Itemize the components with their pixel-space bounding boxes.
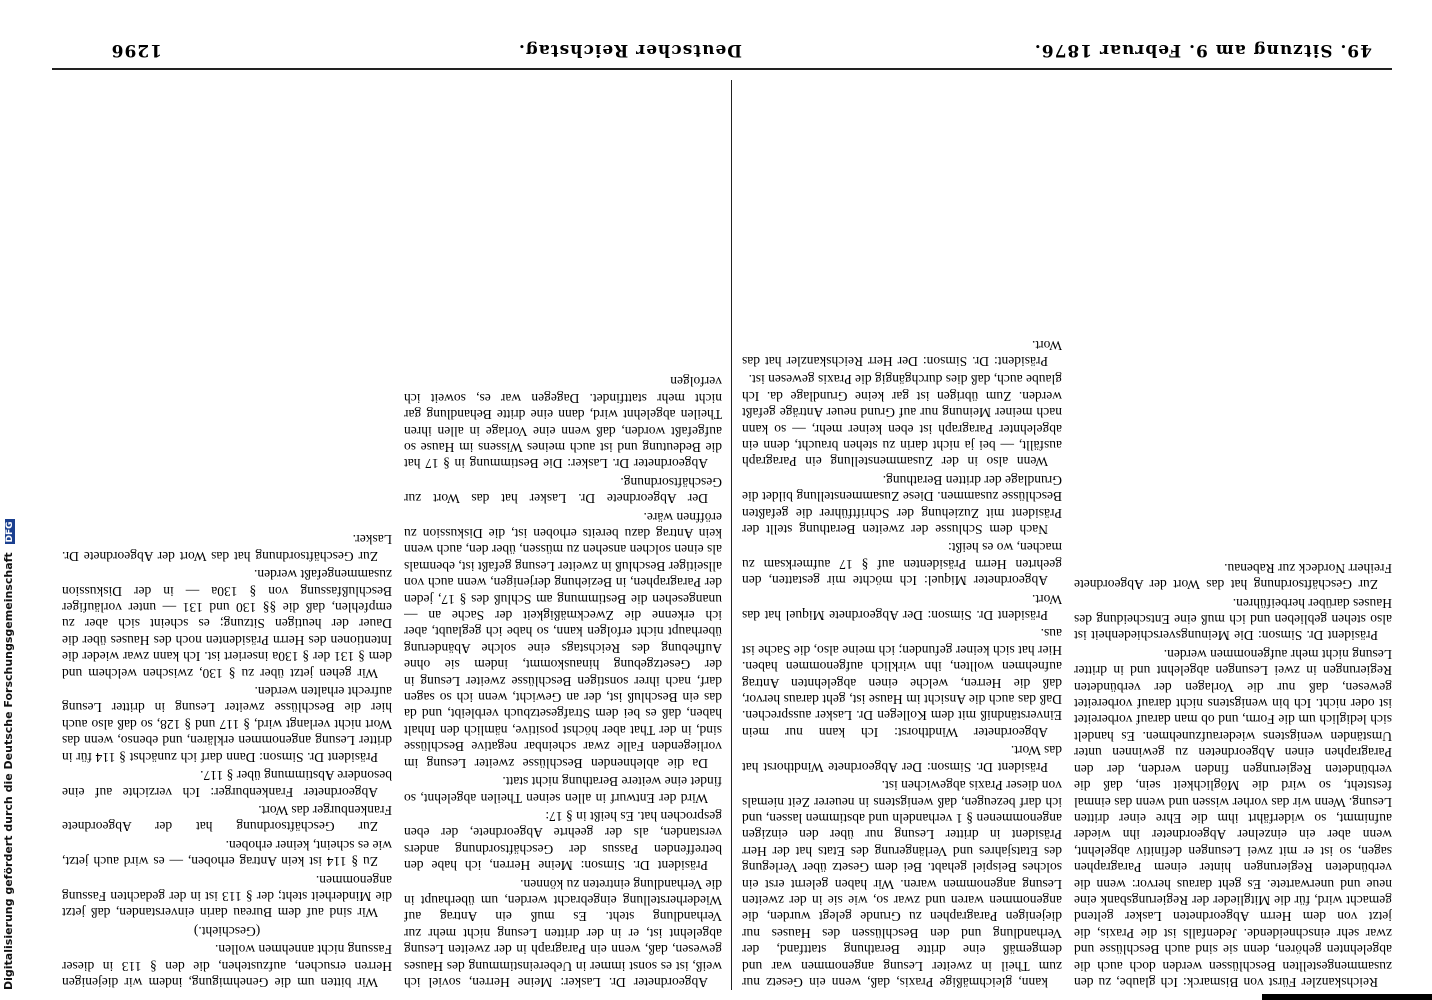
text-column-3 <box>742 75 1062 990</box>
text-column-4 <box>1074 75 1392 990</box>
paragraph: Wir gehen jetzt über zu § 130, zwischen welchem und dem § 131 der § 130a inseriert ist. Ich kann zwar wieder die Intentionen des Herrn Präsidenten noch des Hauses über die Dauer der heutigen Sitzung; es scheint sich aber zu empfehlen, daß die §§ 130 und 131 — unter vorläufiger Beschlußfassung von § 130a — in der Diskussion zusammengefaßt werden. <box>62 567 392 681</box>
paragraph: Da die ablehnenden Beschlüsse zweiter Lesung im vorliegenden Falle zwar scheinbar negative Beschlüsse sind, in der That aber höchst positive, nämlich den Inhalt haben, daß es bei dem Strafgesetzbuch verbleibt, und da das ein Beschluß ist, der an Gewicht, wenn ich so sagen darf, nach ihrer sonstigen Beschlüsse zweiter Lesung in der Gesetzgebung hinauskommt, indem sie ohne Aufhebung des Reichstags eine solche Abänderung überhaupt nicht erfolgen kann, so habe ich geglaubt, aber ich erkenne die Zweckmäßigkeit der Sache an — unangesehen die Bestimmung am Schluß des § 17, jeden der Paragraphen, in Beziehung derjenigen, wenn auch von allseitiger Beschluß in zweiter Lesung gefaßt ist, ebenmals als einen solchen ansehen zu müssen, über den, auch wenn kein Antrag dazu bereits erhoben ist, die Diskussion zu eröffnen wäre. <box>404 509 722 771</box>
paragraph: Präsident Dr. Simson: Der Abgeordnete Windthorst hat das Wort. <box>742 743 1062 775</box>
center-gutter-rule <box>731 80 732 990</box>
paragraph: Zur Geschäftsordnung hat der Abgeordnete Frankenburger das Wort. <box>62 802 392 835</box>
paragraph: Abgeordneter Frankenburger: Ich verzichte auf eine besondere Abstimmung über § 117. <box>62 768 392 800</box>
paragraph: Wird der Entwurf in allen seinen Theilen abgelehnt, so findet eine weitere Berathung nicht statt. <box>404 774 722 806</box>
paragraph: Zu § 114 ist kein Antrag erhoben, — es wird auch jetzt, wie es scheint, keiner erhoben. <box>62 837 392 870</box>
dfg-logo-icon: DFG <box>5 521 15 543</box>
scan-shadow-edge <box>1262 994 1432 1000</box>
running-title-right: 49. Sitzung am 9. Februar 1876. <box>1033 40 1372 60</box>
credit-text: Digitalisierung gefördert durch die Deutsche Forschungsgemeinschaft <box>2 552 15 990</box>
paragraph: Wenn also in der Zusammenstellung ein Paragraph ausfällt, — bei ja nicht darin zu stehen braucht, denn ein abgelehnter Paragraph ist eben keiner mehr, — so kann nach meiner Meinung nur auf Grund neuer Anträge gefaßt werden. Zum übrigen ist gar keine Grundlage da. Ich glaube auch, daß dies durchgängig die Praxis gewesen ist. <box>742 372 1062 470</box>
paragraph: Der Abgeordnete Dr. Lasker hat das Wort zur Geschäftsordnung. <box>404 474 722 507</box>
header-rule <box>52 68 1392 70</box>
text-column-1 <box>62 75 392 990</box>
paragraph: Präsident Dr. Simson: Meine Herren, ich habe den betreffenden Passus der Geschäftsordnung anders verstanden, als der geehrte Abgeordnete, der eben gesprochen hat. Es heißt in § 17: <box>404 808 722 874</box>
paragraph: Reichskanzler Fürst von Bismarck: Ich glaube, zu den zusammengestellten Beschlüssen werden doch auch die abgelehnten gehören, denn sie sind auch Beschlüsse und zwar sehr einschneidende. Jedenfalls ist die Praxis, die jetzt von dem Herrn Abgeordneten Lasker geltend gemacht wird, für die Mitglieder der Regierungsbank eine neue und unerwartete. Es geht daraus hervor: wenn die verbündeten Regierungen hinter einem Paragraphen sagen, so ist er mit zwei Lesungen definitiv abgelehnt, wenn aber ein einzelner Abgeordneter ihn wieder aufnimmt, so widerfährt ihm die Ehre einer dritten Lesung. Wenn wir das vorher wissen und wenn das einmal feststeht, so wird die Möglichkeit sein, daß die verbündeten Regierungen finden werden, der den Paragraphen einen Abgeordneten zu gewinnen unter Umständen wenigstens wiederaufzunehmen. Es handelt sich lediglich um die Form, und ob man darauf vorbereitet ist oder nicht. Ich bin wenigstens nicht darauf vorbereitet gewesen, daß nur die Vorlagen der verbündeten Regierungen in zwei Lesungen abgelehnt und in dritter Lesung nicht mehr aufgenommen werden. <box>1074 646 1392 990</box>
paragraph: Abgeordneter Dr. Lasker: Die Bestimmung in § 17 hat die Bedeutung und ist auch meines Wissens im Hause so aufgefaßt worden, daß wenn eine Vorlage in allen ihren Theilen abgelehnt wird, dann eine dritte Behandlung gar nicht mehr stattfindet. Dagegen war es, soweit ich verfolgen <box>404 374 722 472</box>
paragraph: Präsident: Dr. Simson: Der Herr Reichskanzler hat das Wort. <box>742 337 1062 369</box>
paragraph: (Geschieht.) <box>193 923 261 939</box>
paragraph: Zur Geschäftsordnung hat das Wort der Abgeordnete Dr. Lasker. <box>62 532 392 564</box>
paragraph: Wir bitten um die Genehmigung, indem wir diejenigen Herren ersuchen, aufzustehen, die den § 113 in dieser Fassung nicht annehmen wollen. <box>62 942 392 990</box>
paragraph: Zur Geschäftsordnung hat das Wort der Abgeordnete Freiherr Nordeck zur Rabenau. <box>1074 560 1392 593</box>
paragraph: Abgeordneter Windthorst: Ich kann nur mein Einverständniß mit dem Kollegen Dr. Lasker aussprechen. Daß das auch die Ansicht im Hause ist, geht daraus hervor, daß die Herren, welche einen abgelehnten Antrag aufnehmen wollten, ihn wirklich aufgenommen haben. Hier hat sich keiner gefunden; ich meine also, die Sache ist aus. <box>742 626 1062 740</box>
page-number: 1296 <box>110 40 162 60</box>
paragraph: Präsident Dr. Simson: Der Abgeordnete Miquel hat das Wort. <box>742 591 1062 624</box>
paragraph: Präsident Dr. Simson: Dann darf ich zunächst § 114 für in dritter Lesung angenommen erklären, und ebenso, wenn das Wort nicht verlangt wird, § 117 und § 128, so daß also auch hier die Beschlüsse zweiter Lesung in dritter Lesung aufrecht erhalten werden. <box>62 684 392 765</box>
paragraph: Nach dem Schlusse der zweiten Berathung stellt der Präsident mit Zuziehung der Schriftführer die gefaßten Beschlüsse zusammen. Diese Zusammenstellung bildet die Grundlage der dritten Berathung. <box>742 472 1062 538</box>
running-title-left: Deutscher Reichstag. <box>517 40 742 60</box>
paragraph: Wir sind auf dem Bureau darin einverstanden, daß jetzt die Minderheit steht; der § 113 ist in der gedachten Fassung angenommen. <box>62 872 392 921</box>
paragraph: Abgeordneter Miquel: Ich möchte mir gestatten, den geehrten Herrn Präsidenten auf § 17 aufmerksam zu machen, wo es heißt: <box>742 540 1062 589</box>
digitization-credit <box>2 519 15 990</box>
text-column-2 <box>404 75 722 990</box>
paragraph: Präsident Dr. Simson: Die Meinungsverschiedenheit ist also stehen geblieben und ich muß eine Entscheidung des Hauses darüber herbeiführen. <box>1074 595 1392 644</box>
paragraph: Abgeordneter Dr. Lasker: Meine Herren, soviel ich weiß, ist es sonst immer in Uebereinstimmung des Hauses gewesen, daß, wenn ein Paragraph in der zweiten Lesung abgelehnt ist, er in der dritten Lesung nicht mehr zur Verhandlung steht. Es muß ein Antrag auf Wiederherstellung eingebracht werden, um überhaupt in die Verhandlung eintreten zu können. <box>404 876 722 990</box>
paragraph: kann, gleichmäßige Praxis, daß, wenn ein Gesetz nur zum Theil in zweiter Lesung angenommen war und demgemäß eine dritte Berathung stattfand, der Verhandlung und den Beschlüssen des Hauses nur diejenigen Paragraphen zu Grunde gelegt wurden, die angenommen waren und zwar so, wie sie in der zweiten Lesung angenommen waren. Wir haben gelernt erst ein solches Beispiel gehabt. Bei dem Gesetz über Verlegung des Etatsjahres und Verlängerung des Etats hat der Herr Präsident in dritter Lesung nur über den einzigen angenommenen § 1 verhandeln und abstimmen lassen, und ich darf bezeugen, daß wenigstens in neuerer Zeit niemals von dieser Praxis abgewichen ist. <box>742 778 1062 990</box>
